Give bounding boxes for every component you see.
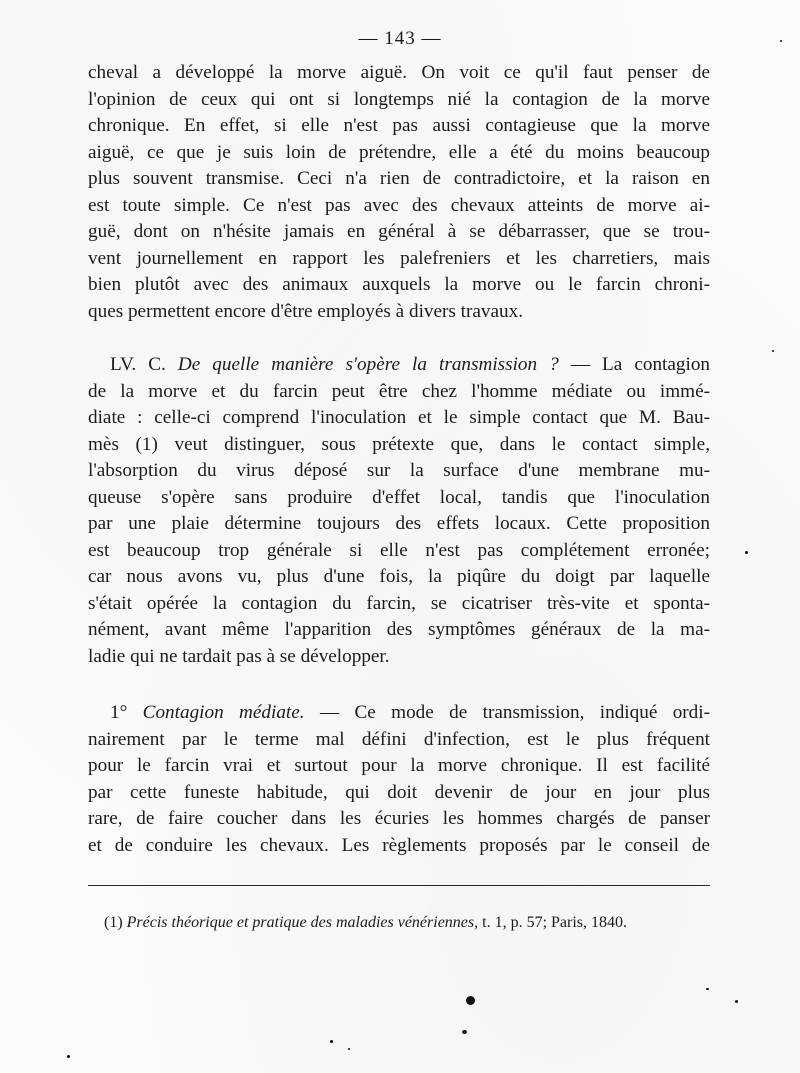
ink-speck — [348, 1048, 350, 1050]
paragraph-2-first-line — [88, 352, 710, 379]
text-line: diate : celle-ci comprend l'inoculation et le simple contact que M. Bau- — [88, 407, 710, 428]
section-title: De quelle manière s'opère la transmission ? — [177, 354, 559, 375]
footnote-rule — [88, 885, 710, 886]
text-line: par une plaie détermine toujours des effets locaux. Cette proposition — [88, 513, 710, 534]
paragraph-3 — [88, 700, 710, 859]
text-line: plus souvent transmise. Ceci n'a rien de contradictoire, et la raison en — [88, 168, 710, 189]
ink-speck — [706, 988, 709, 990]
paragraph-1 — [88, 60, 710, 325]
text-line: nairement par le terme mal défini d'infection, est le plus fréquent — [88, 728, 710, 750]
text-line: mès (1) veut distinguer, sous prétexte que, dans le contact simple, — [88, 433, 710, 455]
ink-speck — [780, 40, 782, 42]
page-number: — 143 — — [358, 28, 442, 49]
text-line: pour le farcin vrai et surtout pour la morve chronique. Il est facilité — [88, 755, 710, 776]
text-run: — La contagion — [558, 354, 711, 375]
text-line: nément, avant même l'apparition des symptômes généraux de la ma- — [88, 619, 710, 640]
ink-speck — [466, 996, 475, 1005]
text-line: guë, dont on n'hésite jamais en général à se débarrasser, que se trou- — [88, 221, 710, 242]
text-line: et de conduire les chevaux. Les règlements proposés par le conseil de — [88, 834, 710, 856]
text-line: chronique. En effet, si elle n'est pas aussi contagieuse que la morve — [88, 115, 710, 136]
text-line: aiguë, ce que je suis loin de prétendre, elle a été du moins beaucoup — [88, 141, 710, 163]
ink-speck — [67, 1055, 70, 1058]
text-line: l'opinion de ceux qui ont si longtemps nié la contagion de la morve — [88, 88, 710, 110]
text-line: de la morve et du farcin peut être chez l'homme médiate ou immé- — [88, 380, 710, 402]
text-line: vent journellement en rapport les palefreniers et les charretiers, mais — [88, 247, 710, 269]
text-line: queuse s'opère sans produire d'effet local, tandis que l'inoculation — [88, 486, 710, 508]
section-number: LV. C. — [110, 354, 166, 375]
text-line: s'était opérée la contagion du farcin, se cicatriser très-vite et sponta- — [88, 592, 710, 614]
ink-speck — [330, 1040, 333, 1043]
text-run: — Ce mode de transmission, indiqué ordi- — [304, 702, 710, 723]
ink-speck — [735, 1000, 738, 1003]
ink-speck — [462, 1030, 467, 1034]
text-line: ladie qui ne tardait pas à se développer. — [88, 645, 390, 667]
text-line: ques permettent encore d'être employés à divers travaux. — [88, 300, 523, 322]
footnote-reference: t. 1, p. 57; Paris, 1840. — [478, 914, 628, 931]
text-line: bien plutôt avec des animaux auxquels la morve ou le farcin chroni- — [88, 274, 710, 295]
subsection-number: 1° — [110, 702, 128, 723]
subsection-title: Contagion médiate. — [142, 702, 305, 723]
footnote-marker: (1) — [104, 914, 123, 931]
footnote — [104, 913, 714, 933]
ink-speck — [745, 551, 748, 554]
paragraph-3-first-line — [88, 700, 710, 727]
text-line: rare, de faire coucher dans les écuries les hommes chargés de panser — [88, 808, 710, 829]
text-line: cheval a développé la morve aiguë. On voit ce qu'il faut penser de — [88, 62, 710, 83]
ink-speck — [772, 350, 774, 352]
text-line: par cette funeste habitude, qui doit devenir de jour en jour plus — [88, 781, 710, 803]
footnote-title: Précis théorique et pratique des maladies vénériennes, — [126, 914, 479, 931]
text-line: est toute simple. Ce n'est pas avec des chevaux atteints de morve ai- — [88, 194, 710, 216]
text-line: car nous avons vu, plus d'une fois, la piqûre du doigt par laquelle — [88, 566, 710, 587]
paragraph-2 — [88, 352, 710, 670]
text-line: est beaucoup trop générale si elle n'est pas complétement erronée; — [88, 539, 710, 561]
text-line: l'absorption du virus déposé sur la surface d'une membrane mu- — [88, 460, 710, 481]
